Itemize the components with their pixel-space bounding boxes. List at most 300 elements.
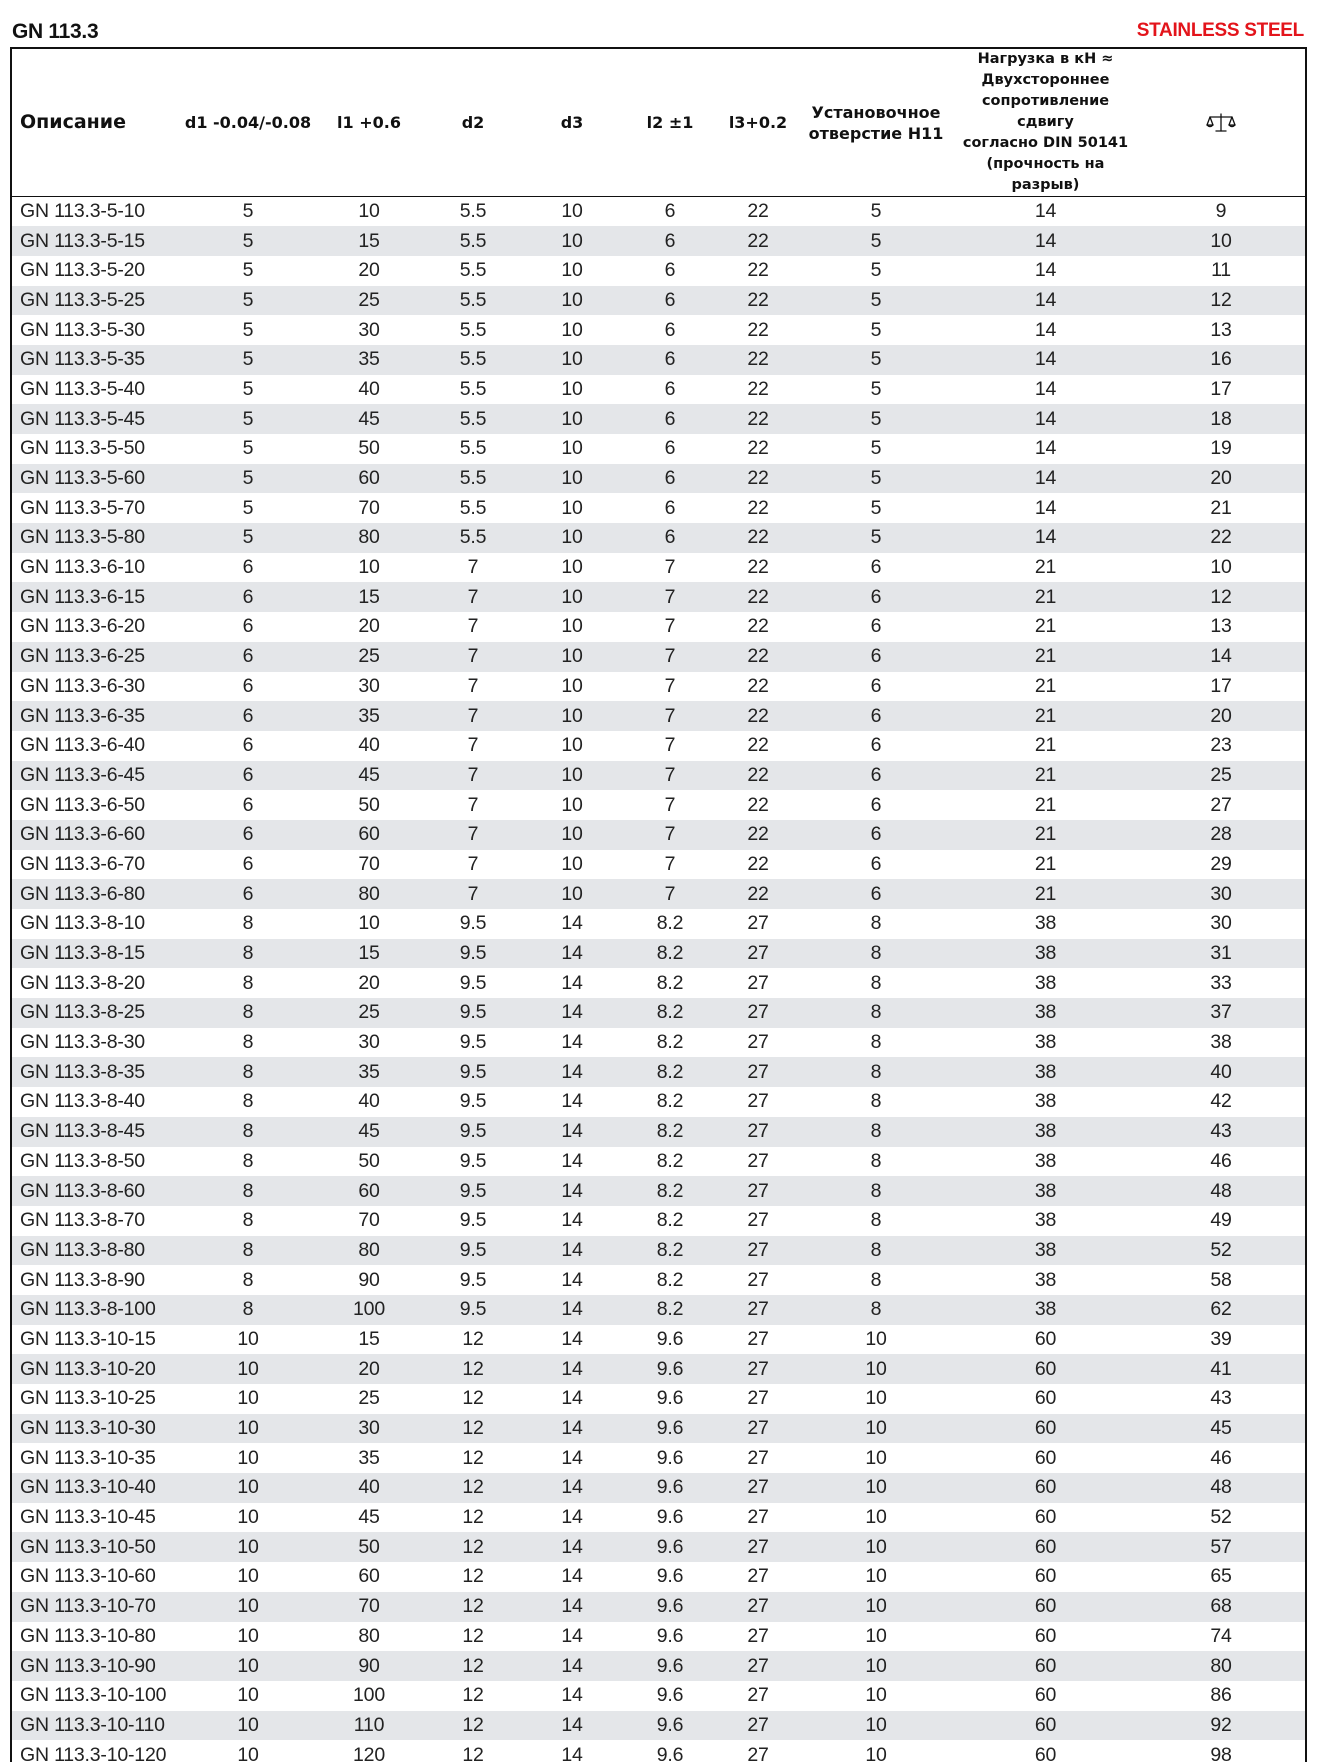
cell-description: GN 113.3-5-40 <box>20 377 145 400</box>
table-row <box>12 1681 1305 1711</box>
table-row <box>12 315 1305 345</box>
cell-description: GN 113.3-10-35 <box>20 1446 156 1469</box>
column-header-l2: l2 ±1 <box>622 49 718 197</box>
cell-weight: 25 <box>1210 763 1232 786</box>
cell-l3: 27 <box>747 1595 769 1618</box>
cell-weight: 30 <box>1210 912 1232 935</box>
cell-load: 38 <box>1034 971 1057 994</box>
cell-description: GN 113.3-8-10 <box>20 912 145 935</box>
cell-weight: 37 <box>1210 1001 1232 1024</box>
cell-d3: 14 <box>561 1298 583 1321</box>
cell-l2: 9.6 <box>656 1624 684 1647</box>
cell-l1: 45 <box>358 407 380 430</box>
cell-l2: 8.2 <box>656 1179 684 1202</box>
load-line-2: Двухстороннее <box>981 72 1110 88</box>
cell-d2: 7 <box>467 704 479 727</box>
cell-l1: 70 <box>358 1209 380 1232</box>
cell-mounting-hole: 6 <box>870 674 882 697</box>
cell-l2: 8.2 <box>656 1268 684 1291</box>
cell-load: 21 <box>1034 615 1057 638</box>
cell-l3: 22 <box>747 645 769 668</box>
cell-l1: 40 <box>358 377 380 400</box>
cell-load: 21 <box>1034 793 1057 816</box>
cell-l3: 22 <box>747 437 769 460</box>
cell-description: GN 113.3-10-15 <box>20 1327 156 1350</box>
cell-d2: 5.5 <box>459 437 487 460</box>
cell-d2: 9.5 <box>459 1298 487 1321</box>
cell-d3: 10 <box>561 556 583 579</box>
cell-description: GN 113.3-8-90 <box>20 1268 145 1291</box>
cell-d2: 5.5 <box>459 407 487 430</box>
cell-description: GN 113.3-10-110 <box>20 1713 165 1736</box>
cell-mounting-hole: 8 <box>870 1268 882 1291</box>
cell-d2: 7 <box>467 852 479 875</box>
cell-mounting-hole: 8 <box>870 912 882 935</box>
cell-mounting-hole: 5 <box>870 377 882 400</box>
cell-l2: 7 <box>664 615 676 638</box>
cell-d2: 12 <box>462 1684 484 1707</box>
cell-l2: 9.6 <box>656 1387 684 1410</box>
cell-d2: 12 <box>462 1565 484 1588</box>
cell-weight: 46 <box>1210 1446 1232 1469</box>
cell-l1: 20 <box>358 971 380 994</box>
table-row <box>12 1651 1305 1681</box>
cell-l1: 45 <box>358 1120 380 1143</box>
cell-mounting-hole: 5 <box>870 407 882 430</box>
cell-d1: 8 <box>242 1238 254 1261</box>
cell-description: GN 113.3-10-45 <box>20 1506 156 1529</box>
cell-l1: 60 <box>358 1179 380 1202</box>
cell-d3: 10 <box>561 674 583 697</box>
cell-weight: 13 <box>1210 615 1232 638</box>
cell-description: GN 113.3-6-35 <box>20 704 145 727</box>
cell-d3: 10 <box>561 288 583 311</box>
cell-l3: 22 <box>747 377 769 400</box>
cell-mounting-hole: 6 <box>870 615 882 638</box>
cell-load: 14 <box>1034 200 1057 223</box>
cell-description: GN 113.3-5-80 <box>20 526 145 549</box>
cell-d1: 10 <box>237 1535 259 1558</box>
cell-load: 14 <box>1034 377 1057 400</box>
cell-l3: 27 <box>747 1654 769 1677</box>
cell-d1: 8 <box>242 1149 254 1172</box>
cell-description: GN 113.3-10-90 <box>20 1654 156 1677</box>
cell-description: GN 113.3-8-30 <box>20 1031 145 1054</box>
cell-d1: 10 <box>237 1476 259 1499</box>
cell-l3: 22 <box>747 229 769 252</box>
cell-l1: 25 <box>358 1001 380 1024</box>
cell-d3: 14 <box>561 1387 583 1410</box>
cell-l3: 22 <box>747 793 769 816</box>
cell-d3: 14 <box>561 1684 583 1707</box>
table-row <box>12 701 1305 731</box>
table-row <box>12 1206 1305 1236</box>
table-row <box>12 1711 1305 1741</box>
cell-l2: 9.6 <box>656 1654 684 1677</box>
cell-l3: 27 <box>747 1713 769 1736</box>
cell-mounting-hole: 8 <box>870 1090 882 1113</box>
cell-l3: 22 <box>747 200 769 223</box>
cell-description: GN 113.3-6-80 <box>20 882 145 905</box>
cell-mounting-hole: 10 <box>865 1684 887 1707</box>
cell-weight: 22 <box>1210 526 1232 549</box>
cell-l3: 27 <box>747 1120 769 1143</box>
cell-load: 60 <box>1034 1387 1057 1410</box>
table-row <box>12 523 1305 553</box>
cell-load: 21 <box>1034 823 1057 846</box>
cell-description: GN 113.3-8-50 <box>20 1149 145 1172</box>
cell-d2: 9.5 <box>459 971 487 994</box>
cell-load: 14 <box>1034 496 1057 519</box>
cell-d1: 8 <box>242 1298 254 1321</box>
cell-description: GN 113.3-8-45 <box>20 1120 145 1143</box>
cell-l2: 9.6 <box>656 1476 684 1499</box>
table-row <box>12 642 1305 672</box>
table-row <box>12 553 1305 583</box>
cell-description: GN 113.3-5-25 <box>20 288 145 311</box>
cell-d2: 5.5 <box>459 200 487 223</box>
cell-mounting-hole: 8 <box>870 1209 882 1232</box>
cell-weight: 19 <box>1210 437 1232 460</box>
cell-l3: 22 <box>747 674 769 697</box>
cell-description: GN 113.3-6-20 <box>20 615 145 638</box>
cell-l1: 30 <box>358 1031 380 1054</box>
cell-description: GN 113.3-5-45 <box>20 407 145 430</box>
cell-description: GN 113.3-5-60 <box>20 467 145 490</box>
cell-l2: 7 <box>664 585 676 608</box>
cell-load: 38 <box>1034 1120 1057 1143</box>
cell-mounting-hole: 5 <box>870 496 882 519</box>
cell-d3: 14 <box>561 1565 583 1588</box>
cell-d2: 12 <box>462 1506 484 1529</box>
cell-l3: 27 <box>747 1417 769 1440</box>
table-body <box>12 197 1305 1762</box>
cell-weight: 92 <box>1210 1713 1232 1736</box>
cell-weight: 41 <box>1210 1357 1232 1380</box>
cell-d3: 10 <box>561 377 583 400</box>
specification-table-container <box>10 47 1307 1762</box>
cell-l2: 6 <box>664 200 676 223</box>
cell-weight: 49 <box>1210 1209 1232 1232</box>
cell-l1: 90 <box>358 1268 380 1291</box>
cell-l1: 80 <box>358 1238 380 1261</box>
cell-l1: 35 <box>358 1446 380 1469</box>
cell-weight: 30 <box>1210 882 1232 905</box>
cell-d2: 9.5 <box>459 1268 487 1291</box>
cell-d1: 8 <box>242 912 254 935</box>
table-row <box>12 968 1305 998</box>
cell-description: GN 113.3-6-15 <box>20 585 145 608</box>
cell-d1: 10 <box>237 1654 259 1677</box>
cell-l1: 25 <box>358 288 380 311</box>
cell-mounting-hole: 5 <box>870 526 882 549</box>
table-row <box>12 1443 1305 1473</box>
cell-d3: 14 <box>561 1476 583 1499</box>
cell-l1: 80 <box>358 526 380 549</box>
table-row <box>12 1503 1305 1533</box>
cell-d2: 7 <box>467 882 479 905</box>
table-row <box>12 850 1305 880</box>
cell-mounting-hole: 10 <box>865 1357 887 1380</box>
cell-d1: 8 <box>242 971 254 994</box>
cell-description: GN 113.3-6-40 <box>20 734 145 757</box>
cell-l3: 27 <box>747 1476 769 1499</box>
cell-description: GN 113.3-8-100 <box>20 1298 156 1321</box>
cell-l2: 7 <box>664 823 676 846</box>
table-row <box>12 1473 1305 1503</box>
cell-d1: 8 <box>242 1179 254 1202</box>
cell-d2: 7 <box>467 615 479 638</box>
table-row <box>12 879 1305 909</box>
cell-l1: 20 <box>358 615 380 638</box>
cell-l1: 45 <box>358 763 380 786</box>
cell-weight: 68 <box>1210 1595 1232 1618</box>
cell-mounting-hole: 6 <box>870 734 882 757</box>
cell-l2: 8.2 <box>656 1209 684 1232</box>
table-row <box>12 375 1305 405</box>
table-row <box>12 493 1305 523</box>
mounting-hole-line-1: Установочное <box>811 102 941 122</box>
cell-weight: 13 <box>1210 318 1232 341</box>
table-row <box>12 1265 1305 1295</box>
cell-load: 21 <box>1034 734 1057 757</box>
cell-d1: 6 <box>242 556 254 579</box>
cell-load: 21 <box>1034 704 1057 727</box>
cell-load: 60 <box>1034 1684 1057 1707</box>
cell-d3: 14 <box>561 1238 583 1261</box>
cell-d2: 7 <box>467 556 479 579</box>
cell-l1: 20 <box>358 259 380 282</box>
cell-l2: 9.6 <box>656 1446 684 1469</box>
cell-weight: 52 <box>1210 1506 1232 1529</box>
cell-l1: 25 <box>358 1387 380 1410</box>
cell-weight: 39 <box>1210 1327 1232 1350</box>
cell-d3: 14 <box>561 1268 583 1291</box>
table-row <box>12 1414 1305 1444</box>
cell-l2: 8.2 <box>656 1001 684 1024</box>
cell-load: 38 <box>1034 1060 1057 1083</box>
cell-l3: 27 <box>747 1743 769 1762</box>
cell-d1: 5 <box>242 467 254 490</box>
cell-d2: 9.5 <box>459 1090 487 1113</box>
cell-d3: 14 <box>561 1120 583 1143</box>
cell-weight: 9 <box>1215 200 1227 223</box>
table-header-row <box>12 49 1305 197</box>
cell-l3: 27 <box>747 1179 769 1202</box>
cell-weight: 23 <box>1210 734 1232 757</box>
cell-mounting-hole: 8 <box>870 971 882 994</box>
cell-l2: 9.6 <box>656 1417 684 1440</box>
cell-d3: 10 <box>561 259 583 282</box>
cell-d3: 14 <box>561 1149 583 1172</box>
cell-d1: 10 <box>237 1565 259 1588</box>
table-row <box>12 1295 1305 1325</box>
page-title: GN 113.3 <box>12 20 99 43</box>
cell-d2: 12 <box>462 1476 484 1499</box>
cell-l2: 6 <box>664 496 676 519</box>
cell-description: GN 113.3-8-25 <box>20 1001 145 1024</box>
table-row <box>12 612 1305 642</box>
cell-weight: 33 <box>1210 971 1232 994</box>
cell-load: 60 <box>1034 1713 1057 1736</box>
cell-d3: 14 <box>561 1654 583 1677</box>
cell-l3: 27 <box>747 1624 769 1647</box>
cell-l1: 15 <box>358 942 380 965</box>
table-row <box>12 345 1305 375</box>
cell-l1: 110 <box>353 1713 385 1736</box>
cell-weight: 12 <box>1210 288 1232 311</box>
table-row <box>12 998 1305 1028</box>
cell-d3: 14 <box>561 912 583 935</box>
cell-d3: 14 <box>561 971 583 994</box>
cell-weight: 20 <box>1210 704 1232 727</box>
cell-d3: 10 <box>561 496 583 519</box>
cell-l3: 27 <box>747 1209 769 1232</box>
cell-l3: 27 <box>747 1535 769 1558</box>
cell-l3: 22 <box>747 556 769 579</box>
cell-weight: 98 <box>1210 1743 1232 1762</box>
cell-mounting-hole: 6 <box>870 793 882 816</box>
cell-l1: 40 <box>358 1090 380 1113</box>
cell-description: GN 113.3-8-70 <box>20 1209 145 1232</box>
cell-l2: 6 <box>664 467 676 490</box>
cell-l3: 27 <box>747 1268 769 1291</box>
cell-l2: 8.2 <box>656 1120 684 1143</box>
cell-load: 14 <box>1034 348 1057 371</box>
table-row <box>12 1236 1305 1266</box>
table-row <box>12 790 1305 820</box>
cell-l2: 6 <box>664 229 676 252</box>
cell-load: 38 <box>1034 1238 1057 1261</box>
cell-weight: 10 <box>1210 229 1232 252</box>
cell-weight: 62 <box>1210 1298 1232 1321</box>
cell-d3: 10 <box>561 407 583 430</box>
cell-l3: 22 <box>747 763 769 786</box>
cell-description: GN 113.3-6-10 <box>20 556 145 579</box>
mounting-hole-line-2: отверстие H11 <box>808 123 944 143</box>
cell-mounting-hole: 8 <box>870 1031 882 1054</box>
cell-d2: 12 <box>462 1446 484 1469</box>
cell-mounting-hole: 6 <box>870 763 882 786</box>
cell-d2: 9.5 <box>459 1031 487 1054</box>
cell-description: GN 113.3-6-25 <box>20 645 145 668</box>
cell-d3: 14 <box>561 1595 583 1618</box>
cell-d1: 6 <box>242 823 254 846</box>
cell-l2: 8.2 <box>656 1090 684 1113</box>
cell-load: 38 <box>1034 1268 1057 1291</box>
cell-mounting-hole: 10 <box>865 1595 887 1618</box>
cell-l1: 40 <box>358 1476 380 1499</box>
cell-l1: 10 <box>358 200 380 223</box>
cell-l3: 22 <box>747 823 769 846</box>
cell-d1: 5 <box>242 200 254 223</box>
cell-d3: 14 <box>561 1357 583 1380</box>
cell-description: GN 113.3-6-30 <box>20 674 145 697</box>
cell-load: 60 <box>1034 1624 1057 1647</box>
cell-l3: 27 <box>747 1387 769 1410</box>
load-line-4: согласно DIN 50141 <box>962 135 1129 151</box>
cell-d2: 12 <box>462 1743 484 1762</box>
cell-load: 14 <box>1034 467 1057 490</box>
cell-l1: 25 <box>358 645 380 668</box>
cell-l1: 40 <box>358 734 380 757</box>
cell-l3: 27 <box>747 1001 769 1024</box>
cell-l1: 80 <box>358 882 380 905</box>
cell-d1: 6 <box>242 852 254 875</box>
cell-d1: 10 <box>237 1713 259 1736</box>
table-row <box>12 1740 1305 1762</box>
cell-description: GN 113.3-8-20 <box>20 971 145 994</box>
column-header-l1: l1 +0.6 <box>314 49 424 197</box>
cell-l2: 6 <box>664 288 676 311</box>
cell-l3: 27 <box>747 1031 769 1054</box>
column-header-d1: d1 -0.04/-0.08 <box>182 49 314 197</box>
cell-d1: 6 <box>242 734 254 757</box>
table-row <box>12 1176 1305 1206</box>
cell-l2: 9.6 <box>656 1506 684 1529</box>
cell-mounting-hole: 6 <box>870 823 882 846</box>
cell-l2: 6 <box>664 259 676 282</box>
cell-d2: 7 <box>467 585 479 608</box>
cell-l1: 120 <box>353 1743 385 1762</box>
cell-load: 60 <box>1034 1535 1057 1558</box>
cell-weight: 74 <box>1210 1624 1232 1647</box>
scale-icon <box>1206 111 1236 135</box>
cell-description: GN 113.3-6-50 <box>20 793 145 816</box>
table-row <box>12 731 1305 761</box>
cell-d3: 14 <box>561 1417 583 1440</box>
cell-d3: 14 <box>561 1031 583 1054</box>
cell-d2: 9.5 <box>459 1149 487 1172</box>
cell-mounting-hole: 6 <box>870 645 882 668</box>
cell-d2: 9.5 <box>459 1238 487 1261</box>
cell-l2: 9.6 <box>656 1713 684 1736</box>
cell-d3: 10 <box>561 645 583 668</box>
cell-mounting-hole: 5 <box>870 259 882 282</box>
cell-d1: 10 <box>237 1446 259 1469</box>
cell-weight: 31 <box>1210 942 1232 965</box>
cell-l3: 27 <box>747 1149 769 1172</box>
cell-description: GN 113.3-5-35 <box>20 348 145 371</box>
table-row <box>12 1622 1305 1652</box>
cell-l2: 8.2 <box>656 971 684 994</box>
cell-l1: 15 <box>358 229 380 252</box>
cell-d2: 9.5 <box>459 942 487 965</box>
cell-mounting-hole: 8 <box>870 1149 882 1172</box>
cell-l1: 50 <box>358 1149 380 1172</box>
cell-mounting-hole: 10 <box>865 1506 887 1529</box>
cell-l1: 100 <box>353 1684 385 1707</box>
cell-description: GN 113.3-5-20 <box>20 259 145 282</box>
load-line-5: (прочность на разрыв) <box>986 156 1105 193</box>
load-line-3: сопротивление сдвигу <box>981 93 1110 130</box>
cell-d1: 5 <box>242 437 254 460</box>
cell-weight: 11 <box>1211 259 1231 282</box>
table-row <box>12 1354 1305 1384</box>
cell-l1: 20 <box>358 1357 380 1380</box>
column-header-d2: d2 <box>424 49 522 197</box>
cell-weight: 27 <box>1210 793 1232 816</box>
cell-load: 38 <box>1034 912 1057 935</box>
table-row <box>12 1562 1305 1592</box>
cell-l1: 15 <box>358 1327 380 1350</box>
cell-load: 60 <box>1034 1506 1057 1529</box>
cell-mounting-hole: 10 <box>865 1713 887 1736</box>
cell-l3: 22 <box>747 704 769 727</box>
table-row <box>12 286 1305 316</box>
cell-l1: 60 <box>358 823 380 846</box>
cell-description: GN 113.3-6-45 <box>20 763 145 786</box>
